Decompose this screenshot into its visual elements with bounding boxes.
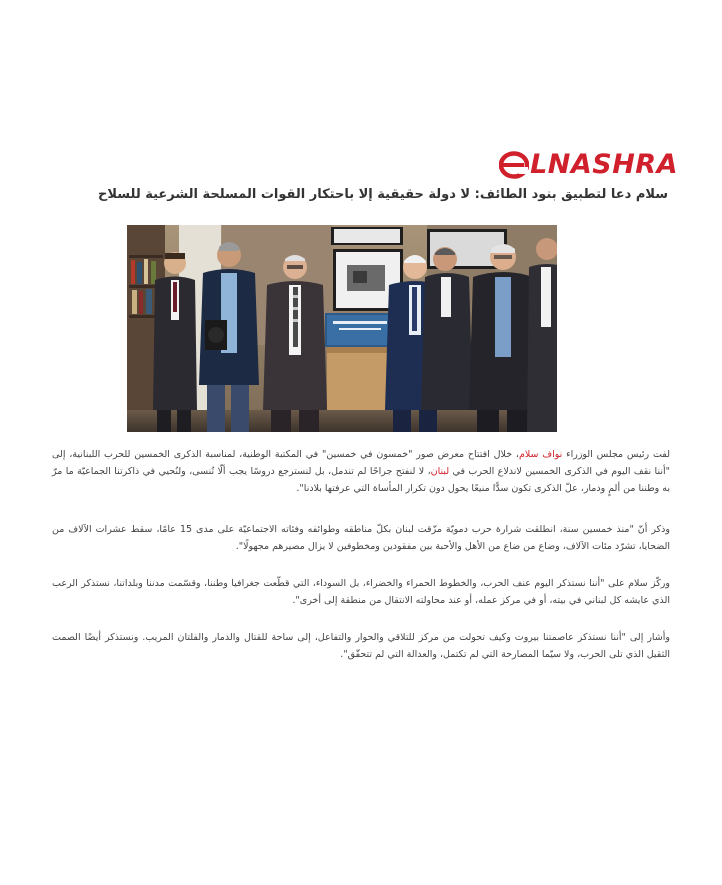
- article-paragraph-3: وركّز سلام على "أننا نستذكر اليوم عنف الحرب، والخطوط الحمراء والخضراء، بل السوداء، التي قطّعت جغرافيا وطننا، وقسّمت مدننا وبلداتنا، نستذكر الرعب الذي عايشه كل لبناني في بيته، أو في مركز عمله، أو عند محاولته الانتقال من منطقة إلى أخرى".: [52, 578, 670, 606]
- paragraph-1-text-c: ، لا لنفتح جراحًا لم تندمل، بل لنسترجع دروسًا يجب ألّا تُنسى، ولنُحيي في ذاكرتنا الجماعيّة ما مرّ به وطننا من ألمٍ ودمار، علّ الذكرى تكون سدًّا منيعًا يحول دون تكرار المأساة التي عرفتها بلادنا".: [52, 466, 670, 494]
- paragraph-1-text-a: لفت رئيس مجلس الوزراء: [562, 449, 670, 460]
- paragraph-1-text-b: ، خلال افتتاح معرض صور "خمسون في خمسين" في المكتبة الوطنية، لمناسبة الذكرى الخمسين للحرب اللبنانية، إلى "أننا نقف اليوم في الذكرى الخمسين لاندلاع الحرب في: [52, 449, 670, 477]
- article-photo: [127, 225, 557, 432]
- article-paragraph-4: وأشار إلى "أننا نستذكر عاصمتنا بيروت وكيف تحولت من مركز للتلاقي والحوار والتفاعل، إلى ساحة للقتال والدمار والفلتان المريب. ونستذكر أيضًا الصمت الثقيل الذي تلى الحرب، ولا سيّما المصارحة التي لم تكتمل، والعدالة التي لم تتحقّق".: [52, 632, 670, 660]
- article-paragraph-1: [52, 446, 670, 497]
- article-paragraph-2: وذكر أنّ "منذ خمسين سنة، انطلقت شرارة حرب دمويّة مزّقت لبنان بكلّ مناطقه وطوائفه وفئاته الاجتماعيّة على مدى 15 عامًا، سقط عشرات الآلاف من الضحايا، تشرّد مئات الآلاف، وضاع من ضاع من الأهل والأحبة بين مفقودين ومخطوفين لا يزال مصيرهم مجهولًا".: [52, 524, 670, 552]
- elnashra-e-logo-icon: [499, 150, 529, 180]
- article-title: سلام دعا لتطبيق بنود الطائف: لا دولة حقيقية إلا باحتكار القوات المسلحة الشرعية للسلاح: [98, 187, 668, 202]
- link-lebanon[interactable]: لبنان: [430, 466, 450, 477]
- article-body: [52, 446, 670, 663]
- elnashra-logo[interactable]: [499, 148, 678, 182]
- link-nawaf-salam[interactable]: نواف سلام: [518, 449, 563, 460]
- logo-wordmark: LNASHRA: [530, 149, 678, 180]
